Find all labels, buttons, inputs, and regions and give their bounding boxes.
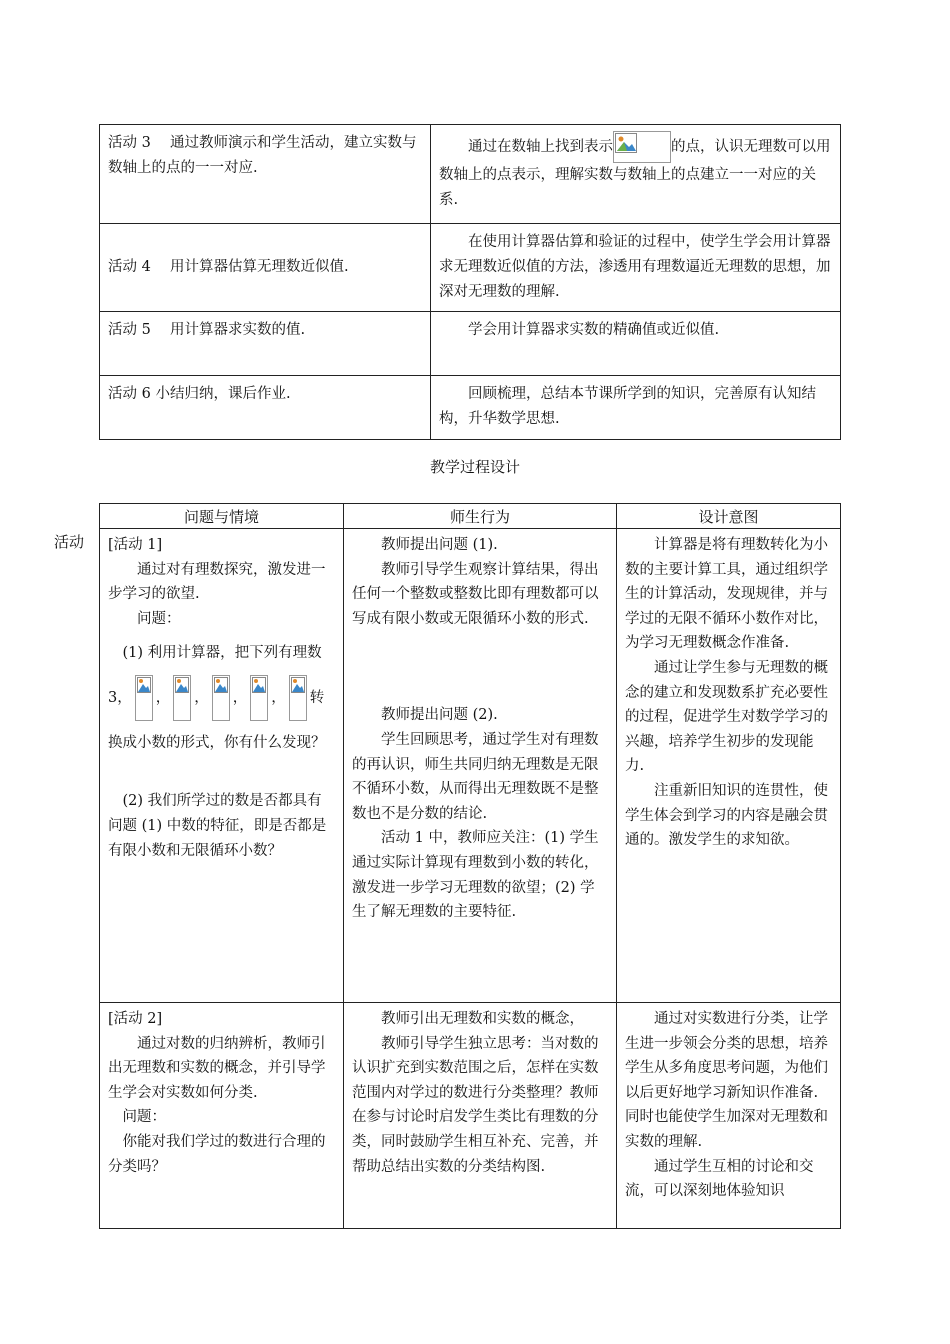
activity-cell xyxy=(100,224,431,312)
side-label: 活动 xyxy=(54,533,85,551)
activity-cell xyxy=(100,376,431,440)
behavior-text: 学生回顾思考，通过学生对有理数的再认识，师生共同归纳无理数是无限不循环小数，从而得出无理数既不是整数也不是分数的结论. xyxy=(352,731,599,822)
activity-tag: [活动 2] xyxy=(108,1011,163,1027)
purpose-text xyxy=(439,131,832,213)
question-text: 你能对我们学过的数进行合理的分类吗？ xyxy=(108,1133,326,1175)
purpose-cell xyxy=(431,312,841,376)
behavior-text: 教师提出问题 (1). xyxy=(381,537,498,553)
fraction-image-icon xyxy=(212,675,230,721)
header-intent: 设计意图 xyxy=(617,504,841,529)
teaching-process-table xyxy=(99,503,841,1229)
fraction-image-icon xyxy=(173,675,191,721)
intent-text: 通过对实数进行分类，让学生进一步领会分类的思想，培养学生从多角度思考问题，为他们以后更好地学习新知识作准备. 同时也能使学生加深对无理数和实数的理解. xyxy=(625,1011,828,1150)
fraction-image-icon xyxy=(250,675,268,721)
purpose-text: 学会用计算器求实数的精确值或近似值. xyxy=(468,322,720,338)
activity-text: 活动 6 小结归纳，课后作业. xyxy=(108,386,291,402)
section-title: 教学过程设计 xyxy=(429,458,520,476)
activity-1-intent-cell xyxy=(617,529,841,1003)
purpose-text-part: 通过在数轴上找到表示 xyxy=(468,139,613,155)
purpose-text: 回顾梳理，总结本节课所学到的知识，完善原有认知结构，升华数学思想. xyxy=(439,386,816,427)
activity-2-row xyxy=(100,1003,841,1229)
activity-2-intent-cell xyxy=(617,1003,841,1229)
purpose-cell xyxy=(431,125,841,224)
purpose-cell xyxy=(431,376,841,440)
activity-intro: 通过对有理数探究，激发进一步学习的欲望. xyxy=(108,561,326,603)
intent-text: 通过让学生参与无理数的概念的建立和发现数系扩充必要性的过程，促进学生对数学学习的兴趣，培养学生初步的发现能力. xyxy=(625,659,828,775)
question-label: 问题： xyxy=(137,610,181,627)
fraction-image-icon xyxy=(135,675,153,721)
header-question: 问题与情境 xyxy=(100,504,344,529)
activity-2-behavior-cell xyxy=(344,1003,617,1229)
activity-text: 活动 3 通过教师演示和学生活动，建立实数与数轴上的点的一一对应. xyxy=(108,135,417,176)
activity-summary-table xyxy=(99,124,841,440)
question-1-end: 转换成小数的形式，你有什么发现？ xyxy=(108,690,326,752)
behavior-text: 教师提出问题 (2). xyxy=(381,707,498,724)
fraction-image-icon xyxy=(289,675,307,721)
activity-row xyxy=(100,224,841,312)
activity-text: 活动 5 用计算器求实数的值. xyxy=(108,322,306,338)
question-1: (1) 利用计算器，把下列有理数 3， ， ， ， ， 转换成小数的形式，你有什么发现？ xyxy=(108,645,326,752)
broken-image-icon xyxy=(613,131,671,163)
intent-text: 注重新旧知识的连贯性，使学生体会到学习的内容是融会贯通的。激发学生的求知欲。 xyxy=(625,782,828,849)
behavior-text: 教师引导学生独立思考：当对数的认识扩充到实数范围之后，怎样在实数范围内对学过的数进行分类整理？教师在参与讨论时启发学生类比有理数的分类，同时鼓励学生相互补充、完善，并帮助总结出实数的分类结构图. xyxy=(352,1035,599,1175)
activity-tag: [活动 1] xyxy=(108,537,163,553)
activity-1-question-cell xyxy=(100,529,344,1003)
activity-1-behavior-cell xyxy=(344,529,617,1003)
activity-cell xyxy=(100,125,431,224)
purpose-cell xyxy=(431,224,841,312)
intent-text: 通过学生互相的讨论和交流，可以深刻地体验知识 xyxy=(625,1158,814,1200)
behavior-text: 教师引导学生观察计算结果，得出任何一个整数或整数比即有理数都可以写成有限小数或无限循环小数的形式. xyxy=(352,561,599,627)
behavior-text: 教师引出无理数和实数的概念， xyxy=(381,1011,584,1027)
purpose-text-part: 的点，认识无理数可以用数轴上的点表示，理解实数与数轴上的点建立一一对应的关系. xyxy=(439,139,831,208)
question-1-start: (1) 利用计算器，把下列有理数 3， xyxy=(108,645,322,707)
question-2: (2) 我们所学过的数是否都具有问题 (1) 中数的特征，即是否都是有限小数和无限循环小数？ xyxy=(108,793,327,859)
activity-row xyxy=(100,125,841,224)
activity-cell xyxy=(100,312,431,376)
activity-row xyxy=(100,376,841,440)
activity-text: 活动 4 用计算器估算无理数近似值. xyxy=(108,259,349,275)
behavior-text: 活动 1 中，教师应关注：(1) 学生通过实际计算现有理数到小数的转化，激发进一步学习无理数的欲望；(2) 学生了解无理数的主要特征. xyxy=(352,830,599,921)
header-behavior: 师生行为 xyxy=(344,504,617,529)
purpose-text: 在使用计算器估算和验证的过程中，使学生学会用计算器求无理数近似值的方法，渗透用有理数逼近无理数的思想，加深对无理数的理解. xyxy=(439,234,831,300)
intent-text: 计算器是将有理数转化为小数的主要计算工具，通过组织学生的计算活动，发现规律，并与学过的无限不循环小数作对比，为学习无理数概念作准备. xyxy=(625,537,828,652)
activity-2-question-cell xyxy=(100,1003,344,1229)
activity-1-row xyxy=(100,529,841,1003)
table-header-row xyxy=(100,504,841,529)
activity-row xyxy=(100,312,841,376)
question-label: 问题： xyxy=(122,1109,166,1126)
activity-intro: 通过对数的归纳辨析，教师引出无理数和实数的概念，并引导学生学会对实数如何分类. xyxy=(108,1035,326,1101)
